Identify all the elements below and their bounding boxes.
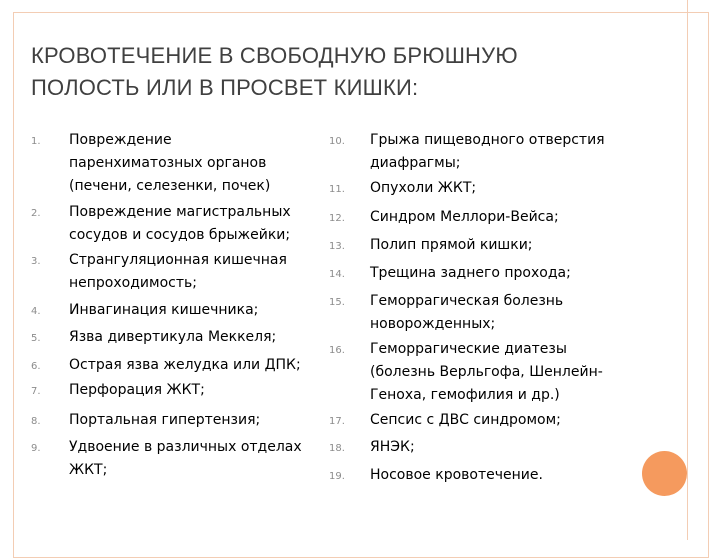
list-item-line: Портальная гипертензия; <box>69 412 261 428</box>
decorative-circle <box>642 451 687 496</box>
list-item-line: Сепсис с ДВС синдромом; <box>370 412 561 428</box>
list-item-text <box>370 409 561 432</box>
list-item-text <box>370 338 603 407</box>
list-item-text <box>69 409 260 432</box>
list-item-line: паренхиматозных органов <box>69 155 267 171</box>
list-item-line: Инвагинация кишечника; <box>69 302 259 318</box>
list-item-text <box>370 290 563 336</box>
list-item-text <box>370 436 415 459</box>
list-item-text <box>370 262 571 285</box>
list-item-line: новорожденных; <box>370 316 496 332</box>
list-item-line: Грыжа пищеводного отверстия <box>370 132 605 148</box>
list-item-line: Трещина заднего прохода; <box>370 265 571 281</box>
list-item-number: 14. <box>329 269 345 280</box>
slide-edge-line <box>687 0 688 540</box>
list-item-line: (печени, селезенки, почек) <box>69 178 271 194</box>
list-item-text <box>69 436 302 482</box>
list-item-text <box>69 299 258 322</box>
list-item-number: 15. <box>329 297 345 308</box>
list-item-number: 19. <box>329 471 345 482</box>
list-item-number: 11. <box>329 184 345 195</box>
list-item-text <box>69 249 287 295</box>
list-item-line: Геноха, гемофилия и др.) <box>370 387 560 403</box>
list-item-text <box>370 464 543 487</box>
list-item-text <box>69 379 205 402</box>
list-item-line: ЯНЭК; <box>370 439 415 455</box>
list-item-line: Повреждение магистральных <box>69 204 291 220</box>
list-item-number: 9. <box>31 443 41 454</box>
list-item-number: 8. <box>31 416 41 427</box>
list-item-line: Острая язва желудка или ДПК; <box>69 357 301 373</box>
list-item-number: 1. <box>31 136 41 147</box>
list-item-number: 16. <box>329 345 345 356</box>
list-item-line: Странгуляционная кишечная <box>69 252 287 268</box>
list-item-line: непроходимость; <box>69 275 197 291</box>
list-item-line: (болезнь Верльгофа, Шенлейн- <box>370 364 603 380</box>
list-item-line: Язва дивертикула Меккеля; <box>69 329 277 345</box>
list-item-line: Полип прямой кишки; <box>370 237 533 253</box>
list-item-line: Повреждение <box>69 132 172 148</box>
list-item-line: ЖКТ; <box>69 462 108 478</box>
slide-title <box>31 40 631 104</box>
list-item-number: 3. <box>31 256 41 267</box>
list-item-text <box>69 326 276 349</box>
list-item-text <box>370 234 533 257</box>
list-item-number: 18. <box>329 443 345 454</box>
list-item-text <box>370 206 559 229</box>
list-item-line: Опухоли ЖКТ; <box>370 180 477 196</box>
list-item-line: Геморрагические диатезы <box>370 341 567 357</box>
list-item-text <box>69 354 301 377</box>
list-item-text <box>370 129 605 175</box>
title-line-2: ПОЛОСТЬ ИЛИ В ПРОСВЕТ КИШКИ: <box>31 75 419 100</box>
list-item-number: 4. <box>31 306 41 317</box>
list-item-number: 7. <box>31 386 41 397</box>
list-item-line: Носовое кровотечение. <box>370 467 543 483</box>
list-item-number: 5. <box>31 333 41 344</box>
list-item-number: 6. <box>31 361 41 372</box>
list-item-line: Перфорация ЖКТ; <box>69 382 205 398</box>
list-item-line: диафрагмы; <box>370 155 461 171</box>
list-item-line: сосудов и сосудов брыжейки; <box>69 227 291 243</box>
list-item-number: 10. <box>329 136 345 147</box>
list-item-line: Удвоение в различных отделах <box>69 439 302 455</box>
list-item-line: Синдром Меллори-Вейса; <box>370 209 559 225</box>
list-item-text <box>370 177 476 200</box>
list-item-number: 17. <box>329 416 345 427</box>
list-item-text <box>69 201 291 247</box>
list-item-number: 13. <box>329 241 345 252</box>
list-item-number: 12. <box>329 213 345 224</box>
list-item-text <box>69 129 270 198</box>
list-item-line: Геморрагическая болезнь <box>370 293 564 309</box>
list-item-number: 2. <box>31 208 41 219</box>
title-line-1: КРОВОТЕЧЕНИЕ В СВОБОДНУЮ БРЮШНУЮ <box>31 43 518 68</box>
